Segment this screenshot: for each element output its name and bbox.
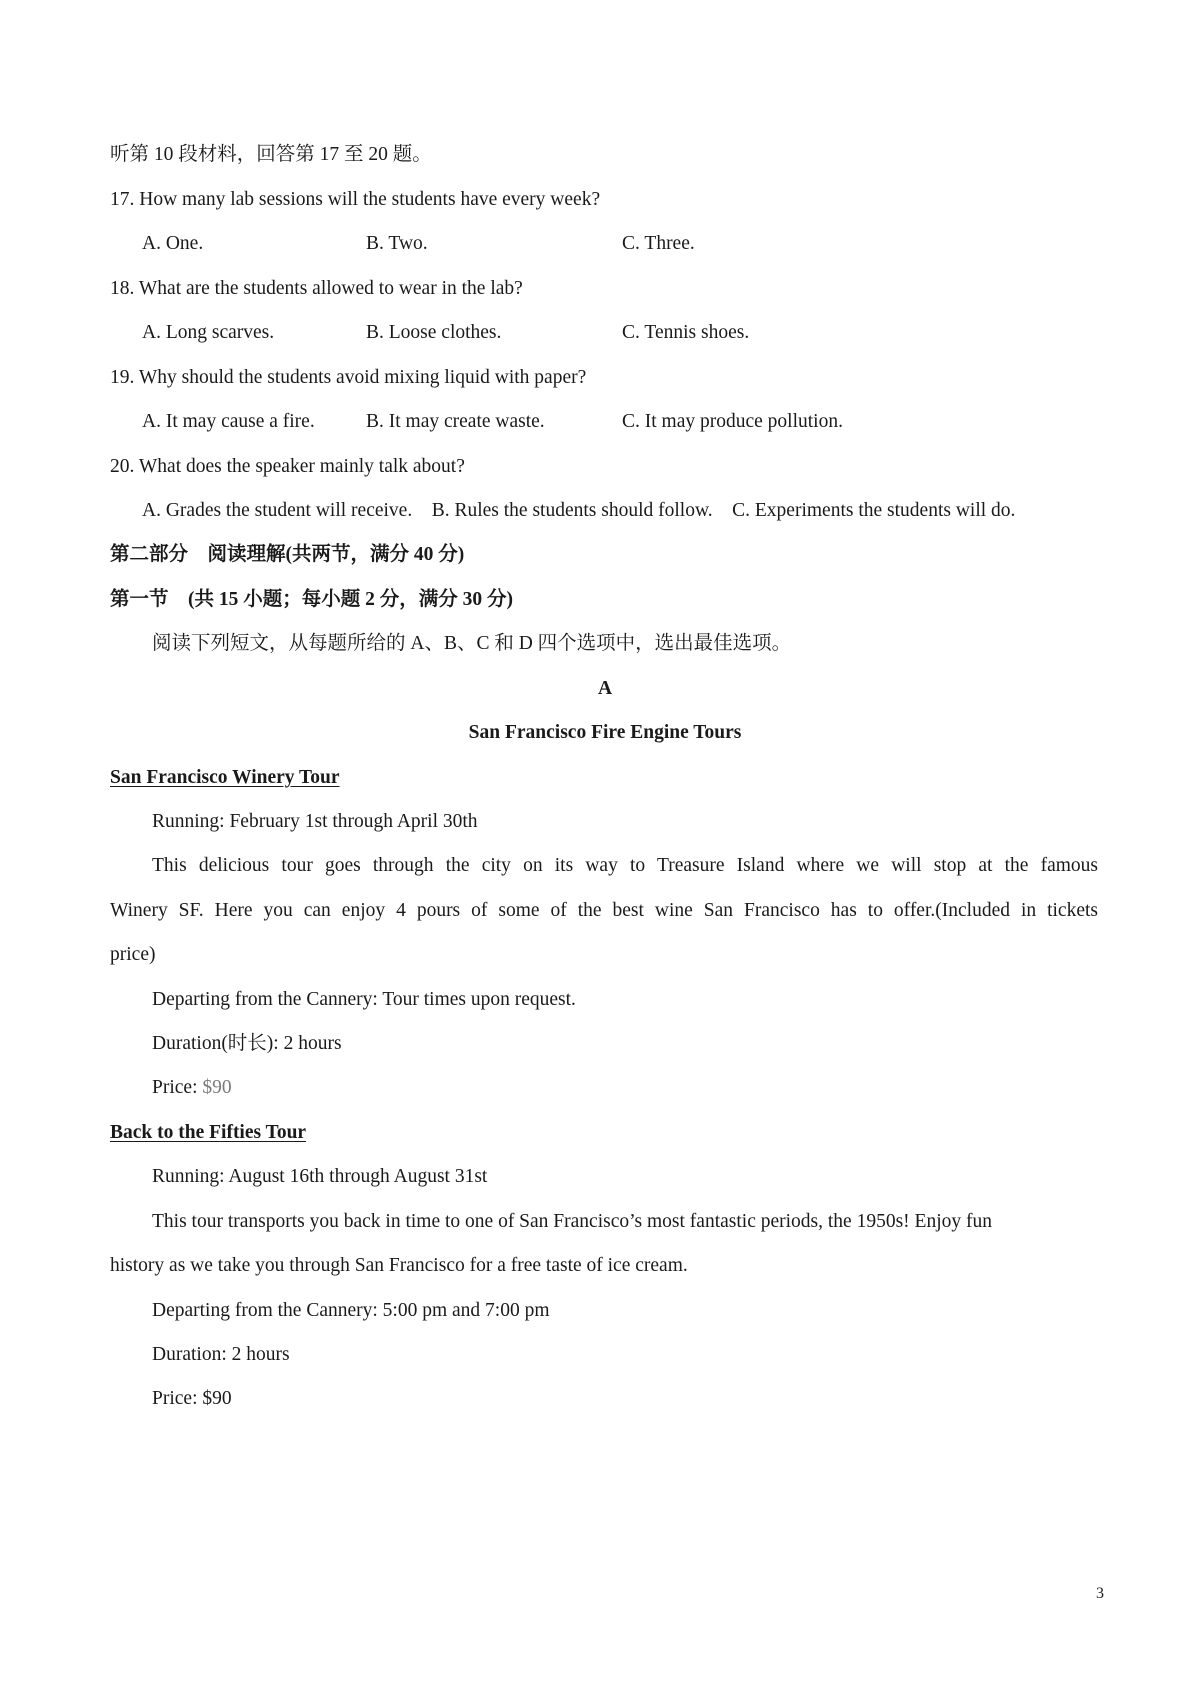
tour1-desc-line2: Winery SF. Here you can enjoy 4 pours of some of the best wine San Francisco has to offer.(Included in tickets xyxy=(110,900,1098,921)
tour2-desc-line1: This tour transports you back in time to one of San Francisco’s most fantastic periods, the 1950s! Enjoy fun xyxy=(152,1211,992,1232)
tour1-departing: Departing from the Cannery: Tour times upon request. xyxy=(152,989,576,1010)
tour1-desc-line1: This delicious tour goes through the city on its way to Treasure Island where we will stop at the famous xyxy=(152,855,1098,876)
tour2-duration: Duration: 2 hours xyxy=(152,1344,290,1365)
question-19-option-a: A. It may cause a fire. xyxy=(142,411,315,432)
tour2-desc-line2: history as we take you through San Francisco for a free taste of ice cream. xyxy=(110,1255,688,1276)
tour1-duration: Duration(时长): 2 hours xyxy=(152,1033,342,1054)
question-18-option-b: B. Loose clothes. xyxy=(366,322,502,343)
question-19-stem: 19. Why should the students avoid mixing liquid with paper? xyxy=(110,367,587,388)
question-18-option-a: A. Long scarves. xyxy=(142,322,275,343)
listening-intro: 听第 10 段材料，回答第 17 至 20 题。 xyxy=(110,144,432,165)
section1-heading: 第一节 (共 15 小题；每小题 2 分，满分 30 分) xyxy=(110,589,513,610)
question-20-options: A. Grades the student will receive. B. Rules the students should follow. C. Experiments the students will do. xyxy=(142,500,1016,521)
question-17-option-b: B. Two. xyxy=(366,233,428,254)
question-19-option-c: C. It may produce pollution. xyxy=(622,411,843,432)
passage-letter: A xyxy=(597,678,613,699)
passage-title: San Francisco Fire Engine Tours xyxy=(468,722,742,743)
reading-instruction: 阅读下列短文，从每题所给的 A、B、C 和 D 四个选项中，选出最佳选项。 xyxy=(152,633,792,654)
tour2-name: Back to the Fifties Tour xyxy=(110,1122,307,1143)
question-18-stem: 18. What are the students allowed to wear in the lab? xyxy=(110,278,523,299)
tour1-price-value: $90 xyxy=(202,1077,232,1098)
tour2-departing: Departing from the Cannery: 5:00 pm and 7:00 pm xyxy=(152,1300,550,1321)
question-18-option-c: C. Tennis shoes. xyxy=(622,322,750,343)
tour1-desc-line3: price) xyxy=(110,944,156,965)
question-20-stem: 20. What does the speaker mainly talk about? xyxy=(110,456,465,477)
part2-heading: 第二部分 阅读理解(共两节，满分 40 分) xyxy=(110,544,465,565)
tour2-running: Running: August 16th through August 31st xyxy=(152,1166,488,1187)
tour2-price: Price: $90 xyxy=(152,1388,232,1409)
tour1-name: San Francisco Winery Tour xyxy=(110,767,340,788)
page-number: 3 xyxy=(1096,1585,1104,1602)
question-17-option-c: C. Three. xyxy=(622,233,695,254)
tour1-price-label: Price: xyxy=(152,1077,203,1098)
question-17-stem: 17. How many lab sessions will the students have every week? xyxy=(110,189,601,210)
tour1-running: Running: February 1st through April 30th xyxy=(152,811,478,832)
tour1-price xyxy=(152,1076,232,1100)
question-19-option-b: B. It may create waste. xyxy=(366,411,545,432)
question-17-option-a: A. One. xyxy=(142,233,204,254)
